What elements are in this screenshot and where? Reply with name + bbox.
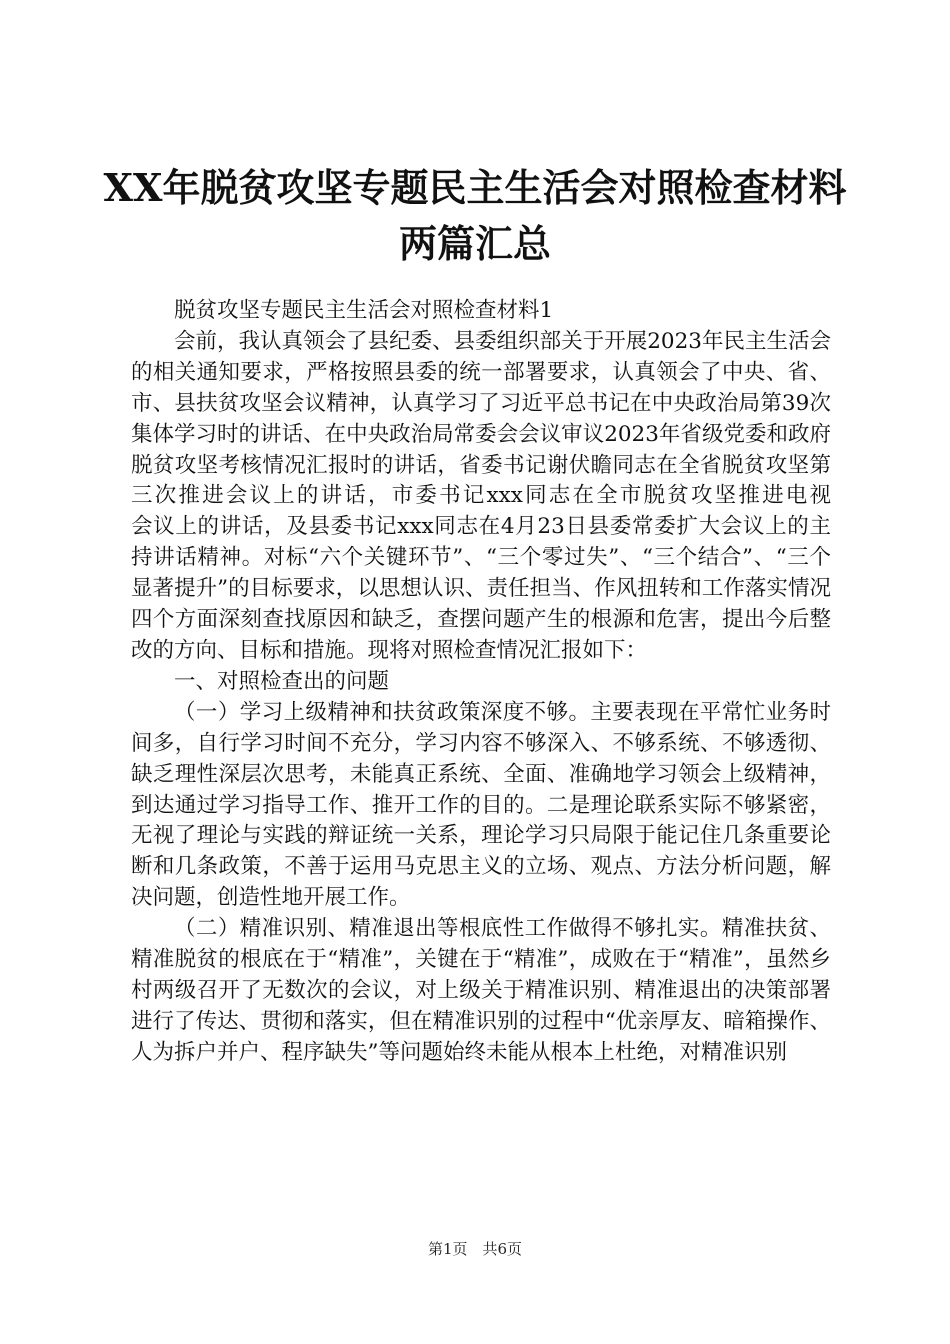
paragraph-intro: 会前，我认真领会了县纪委、县委组织部关于开展2023年民主生活会的相关通知要求，严格按照县委的统一部署要求，认真领会了中央、省、市、县扶贫攻坚会议精神，认真学习了习近平总书记在中央政治局第39次集体学习时的讲话、在中央政治局常委会会议审议2023年省级党委和政府脱贫攻坚考核情况汇报时的讲话，省委书记谢伏瞻同志在全省脱贫攻坚第三次推进会议上的讲话，市委书记xxx同志在全市脱贫攻坚推进电视 会议上的讲话，及县委书记xxx同志在4月23日县委常委扩大会议上的主持讲话精神。对标“六个关键环节”、“三个零过失”、“三个结合”、“三个显著提升”的目标要求，以思想认识、责任担当、作风扭转和工作落实情况四个方面深刻查找原因和缺乏，查摆问题产生的根源和危害，提出今后整改的方向、目标和措施。现将对照检查情况汇报如下： — [131, 328, 875, 663]
paragraph-issue-1: （一）学习上级精神和扶贫政策深度不够。主要表现在平常忙业务时间多，自行学习时间不充分，学习内容不够深入、不够系统、不够透彻、缺乏理性深层次思考，未能真正系统、全面、准确地学习领会上级精神，到达通过学习指导工作、推开工作的目的。二是理论联系实际不够紧密，无视了理论与实践的辩证统一关系，理论学习只局限于能记住几条重要论断和几条政策，不善于运用马克思主义的立场、观点、方法分析问题，解决问题，创造性地开展工作。 — [131, 699, 831, 911]
paragraph-subtitle: 脱贫攻坚专题民主生活会对照检查材料1 — [174, 298, 554, 323]
document-title-line-1: XX年脱贫攻坚专题民主生活会对照检查材料 — [103, 165, 847, 210]
document-title-line-2: 两篇汇总 — [398, 221, 551, 266]
paragraph-issue-2: （二）精准识别、精准退出等根底性工作做得不够扎实。精准扶贫、精准脱贫的根底在于“精准”，关键在于“精准”，成败在于“精准”，虽然乡村两级召开了无数次的会议，对上级关于精准识别、精准退出的决策部署进行了传达、贯彻和落实，但在精准识别的过程中“优亲厚友、暗箱操作、人为拆户并户、程序缺失”等问题始终未能从根本上杜绝，对精准识别 — [131, 916, 831, 1065]
paragraph-section-heading: 一、对照检查出的问题 — [174, 668, 390, 694]
document-body — [131, 296, 875, 1069]
page-footer: 第1页 共6页 — [427, 1240, 523, 1258]
